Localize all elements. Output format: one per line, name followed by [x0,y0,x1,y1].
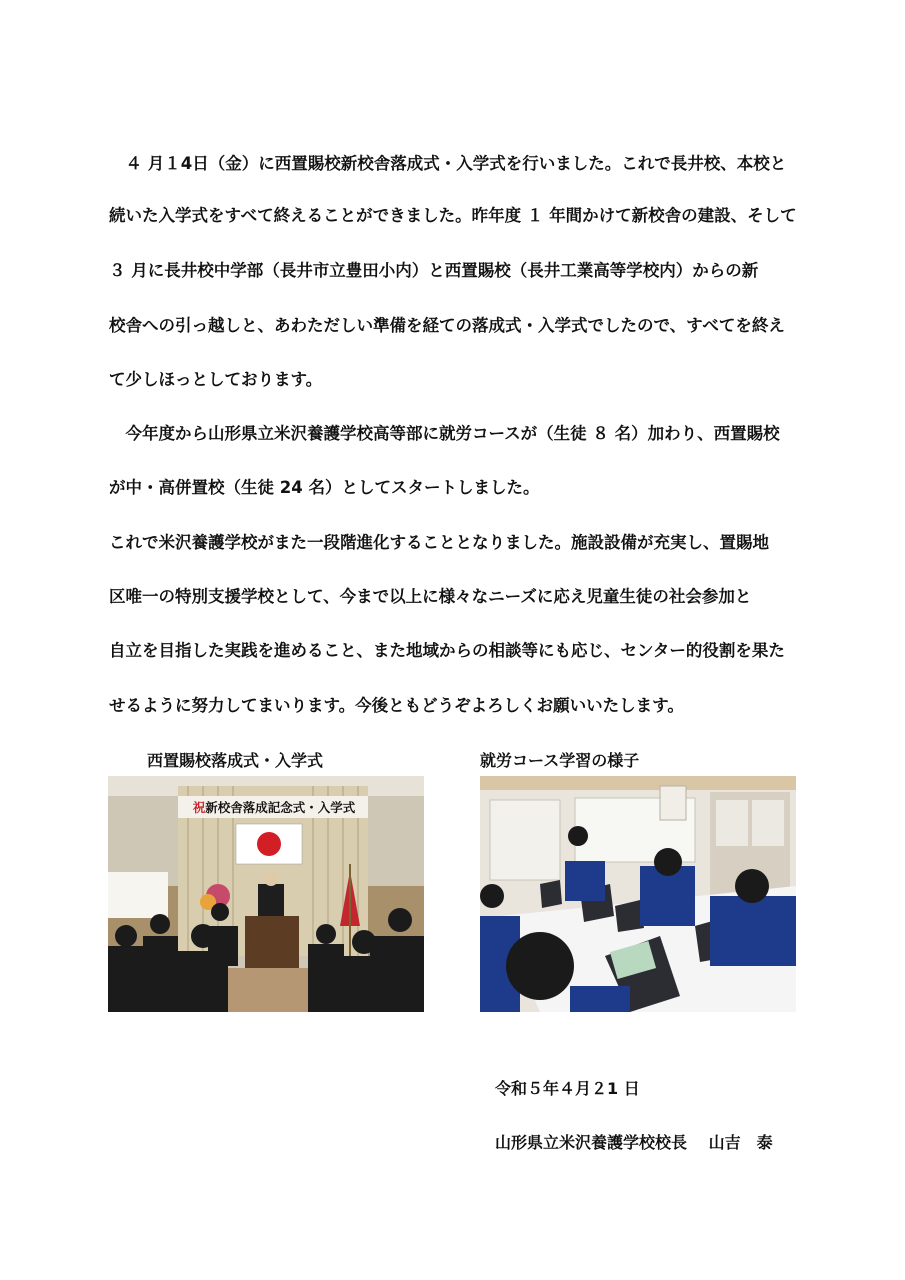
body-line-11: せるように努力してまいります。今後ともどうぞよろしくお願いいたします。 [109,696,684,715]
classroom-photo-illustration [480,776,796,1012]
signature-author: 山形県立米沢養護学校校長 山吉 泰 [495,1133,773,1152]
body-line-1: ４ 月１4日（金）に西置賜校新校舎落成式・入学式を行いました。これで長井校、本校と [109,154,787,173]
body-line-9: 区唯一の特別支援学校として、今まで以上に様々なニーズに応え児童生徒の社会参加と [109,587,752,606]
body-line-8: これで米沢養護学校がまた一段階進化することとなりました。施設設備が充実し、置賜地 [109,533,769,552]
body-line-5: て少しほっとしております。 [109,370,323,389]
body-line-10: 自立を目指した実践を進めること、また地域からの相談等にも応じ、センター的役割を果た [109,641,785,660]
ceremony-photo [108,776,424,1012]
caption-ceremony: 西置賜校落成式・入学式 [147,751,324,770]
ceremony-banner [180,798,368,816]
body-line-2: 続いた入学式をすべて終えることができました。昨年度 １ 年間かけて新校舎の建設、そして [109,206,797,225]
body-line-6: 今年度から山形県立米沢養護学校高等部に就労コースが（生徒 ８ 名）加わり、西置賜校 [109,424,780,443]
body-line-4: 校舎への引っ越しと、あわただしい準備を経ての落成式・入学式でしたので、すべてを終え [109,316,785,335]
ceremony-banner-text: 新校舎落成記念式・入学式 [205,800,356,815]
classroom-photo [480,776,796,1012]
body-line-7: が中・高併置校（生徒 24 名）としてスタートしました。 [109,478,540,497]
caption-class: 就労コース学習の様子 [480,751,640,770]
signature-date: 令和５年４月２1 日 [495,1079,640,1098]
body-line-3: ３ 月に長井校中学部（長井市立豊田小内）と西置賜校（長井工業高等学校内）からの新 [109,261,759,280]
ceremony-banner-mark: 祝 [192,800,206,815]
